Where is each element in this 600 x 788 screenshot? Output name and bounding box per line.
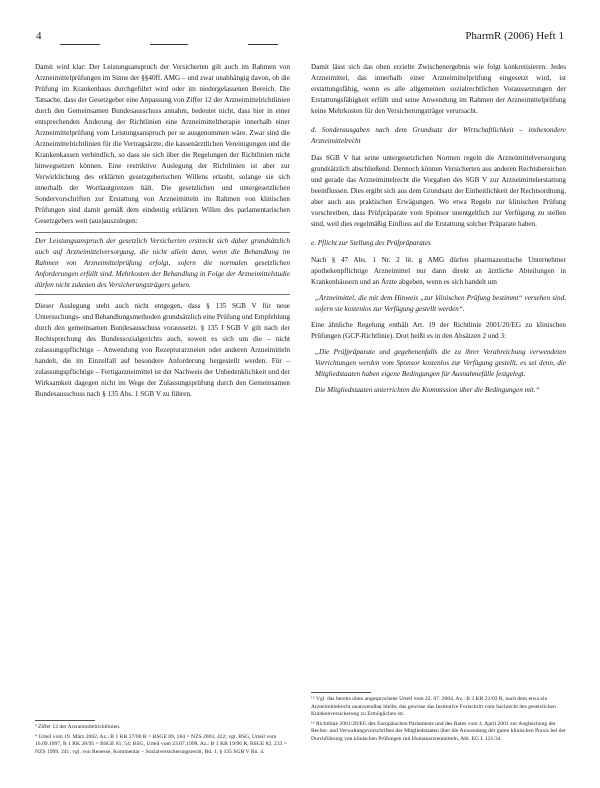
quotation: Die Mitgliedstaaten unterrichten die Kommission über die Bedingungen mit.“: [315, 386, 540, 394]
body-paragraph: Eine ähnliche Regelung enthält Art. 19 der Richtlinie 2001/20/EG zu klinischen Prüfungen (GCP-Richtlinie). Dort heißt es in den Absätzen 2 und 3:: [311, 321, 566, 340]
footnote-divider: [35, 720, 95, 721]
section-heading: d. Sonderausgaben nach dem Grundsatz der Wirtschaftlichkeit – insbesondere Arzneimittelrecht: [311, 126, 566, 145]
right-footnotes: [311, 688, 566, 745]
section-heading: e. Pflicht zur Stellung des Prüfpräparates: [311, 239, 431, 247]
left-footnotes: [35, 716, 290, 758]
body-paragraph: Damit lässt sich das oben erzielte Zwischenergebnis wie folgt konkretisieren: Jedes Arzneimittel, das innerhalb einer Arzneimittelprüfung eingesetzt wird, ist erstattungsfähig, wenn es alle allgemeinen sozialrechtlichen Voraussetzungen der Erstattungsfähigkeit erfüllt und seine Anwendung im Rahmen der Arzneimittelprüfung keine Mehrkosten für den Versicherungsträger verursacht.: [311, 63, 566, 115]
highlighted-thesis: Der Leistungsanspruch der gesetzlich Versicherten erstreckt sich daher grundsätzlich auch auf Arzneimittelversorgung, die nicht allein dann, wenn die Behandlung im Rahmen von Arzneimittelprüfung erfolgt, sofern die normalen gesetzlichen Anforderungen erfüllt sind. Mehrkosten der Behandlung in Folge der Arzneimittelstudie dürfen nicht zulasten des Versicherungsträgers gehen.: [35, 232, 290, 295]
body-paragraph: Dieser Auslegung steht auch nicht entgegen, dass § 135 SGB V für neue Untersuchungs- und Behandlungsmethoden grundsätzlich eine Prüfung und Empfehlung durch den gemeinsamen Bundesausschuss voraussetzt. § 135 I SGB V gilt nach der Rechtsprechung des Bundessozialgerichts auch, soweit es sich um die – nicht zulassungspflichtige – Anwendung von Rezepturarzneien oder anderen Arzneimitteln handelt, die im Einzelfall auf besondere Anforderung hergestellt werden. Für – zulassungspflichtige – Fertigarzneimittel ist der Nachweis der Unbedenklichkeit und der Wirksamkeit dagegen nicht im Wege der Zulassungsprüfung durch den Gemeinsamen Bundesausschuss nach § 135 Abs. 1 SGB V zu führen.: [35, 302, 290, 398]
header-rule: [60, 44, 100, 45]
quotation: „Arzneimittel, die mit dem Hinweis „zur klinischen Prüfung bestimmt“ versehen sind, sofern sie kostenlos zur Verfügung gestellt werden“.: [315, 294, 566, 313]
footnote: ⁴ Urteil vom 19. März 2002, Az.: B 1 KR 37/00 R = BSGE 89, 184 = NZS 2003, 422; vgl. BSG, Urteil vom 16.09.1997, B 1 RK 28/95 = BSGE 81, 54; BSG, Urteil vom 23.07.1998, Az.: B 1 KR 19/96 R, BSGE 82, 233 = NZS 1999, 241; vgl. von Renesse, Kommentar – Sozialversicherungsrecht, Bd. 1, § 135 SGB V Rn. 4.: [35, 733, 287, 755]
body-paragraph: Das SGB V hat seine untergesetzlichen Normen regeln die Arzneimittelversorgung grundsätzlich abschließend. Dennoch können Versicherten aus anderen Rechtsbereichen und gerade das Arzneimittelrecht die Vorgaben des SGB V zur Arzneimittelerstattung beeinflussen. Dies ergibt sich aus dem Grundsatz der Einheitlichkeit der Rechtsordnung, aber auch aus praktischen Erwägungen. Wo etwa Regeln zur klinischen Prüfung vorschreiben, dass Prüfpräparate vom Sponsor unentgeltlich zur Verfügung zu stellen sind, weil dies regelmäßig Einfluss auf die Erstattung solcher Präparate haben.: [311, 154, 566, 228]
footnote: ³ Ziffer 12 der Arzneimittelrichtlinien.: [35, 724, 121, 730]
left-column: [35, 62, 290, 405]
header-rule: [150, 44, 188, 45]
body-paragraph: Nach § 47 Abs. 1 Nr. 2 lit. g AMG dürfen pharmazeutische Unternehmer apothekenpflichtige Arzneimittel nur dann direkt an ärztliche Abteilungen in Krankenhäusern und an Ärzte abgeben, wenn es sich handelt um: [311, 256, 566, 286]
header-rule: [248, 44, 278, 45]
footnote-divider: [311, 692, 371, 693]
right-column: [311, 62, 566, 401]
page-number: 4: [36, 30, 42, 42]
running-header: [36, 30, 564, 46]
quotation: „Die Prüfpräparate und gegebenenfalls die zu ihrer Verabreichung verwendeten Vorrichtungen werden vom Sponsor kostenlos zur Verfügung gestellt, es sei denn, die Mitgliedstaaten haben eigene Bedingungen für Ausnahmefälle festgelegt.: [315, 348, 566, 378]
footnote: ¹⁶ Richtlinie 2001/20/EG des Europäischen Parlaments und des Rates vom 4. April 2001 zur Angleichung der Rechts- und Verwaltungsvorschriften der Mitgliedstaaten über die Anwendung der guten klinischen Praxis bei der Durchführung von klinischen Prüfungen mit Humanarzneimitteln, Abl. EG L 121/34.: [311, 720, 566, 742]
journal-reference: PharmR (2006) Heft 1: [465, 30, 564, 42]
footnote: ¹⁵ Vgl. das bereits oben angesprochene Urteil vom 22. 07. 2004, Az.: B 3 KR 21/03 R, nach dem etwa ein Arzneimittelrecht unanwendbar bleibt, das gewisse das Institutive Fortschritt vom Sachrecht des gesetzlichen Krankenversicherung zu Ermöglichen ist.: [311, 696, 556, 717]
body-paragraph: Damit wird klar: Der Leistungsanspruch der Versicherten gilt auch im Rahmen von Arzneimittelprüfungen im Sinne der §§40ff. AMG – und zwar unabhängig davon, ob die Prüfung im Krankenhaus durchgeführt wird oder im niedergelassenen Bereich. Die Tatsache, dass der Gesetzgeber eine Anpassung von Ziffer 12 der Arzneimittelrichtlinien durch den Gemeinsamen Bundesausschuss annahm, bedeutet nicht, dass hier in einer entsprechenden Änderung der Richtlinien eine Arzneimitteltherapie innerhalb einer Arzneimittelprüfung vom Leistungsanspruch per se ausgenommen wäre. Zwar sind die Arzneimittelrichtlinien für die Vertragsärzte, die kassenärztlichen Vereinigungen und die Krankenkassen verbindlich, so dass sie sich über die Regelungen der Richtlinien nicht hinwegsetzen können. Eine restriktive Auslegung der Richtlinien ist aber zur Verwirklichung des erklärten gesetzgeberischen Willens erlaubt, solange sie sich innerhalb der Wortlautgrenzen hält. Die gesetzlichen und untergesetzlichen Sondervorschriften zur Erstattung von Arzneimitteln im Rahmen von klinischen Prüfungen sind damit gemäß dem eindeutig erklärten Willen des parlamentarischen Gesetzgebers weit (aus)auszulegen:: [35, 63, 290, 225]
